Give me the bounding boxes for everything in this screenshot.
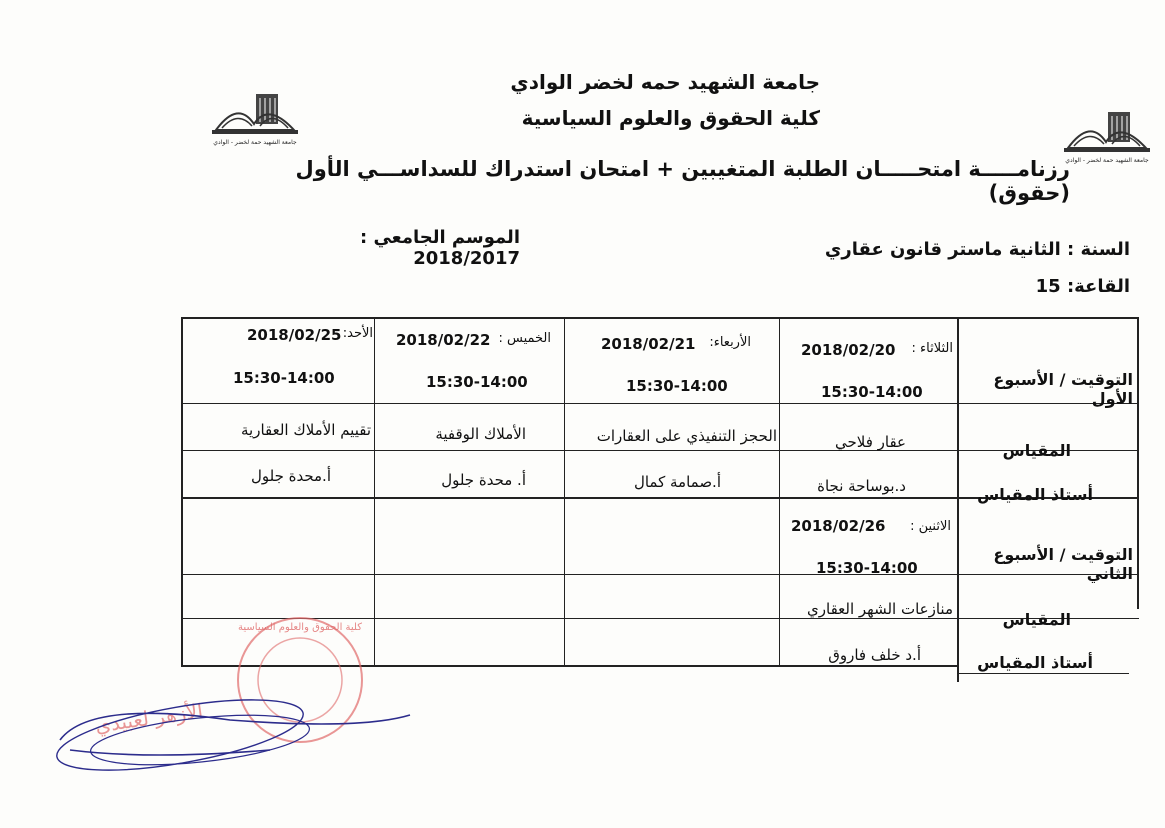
week1-time-wed: 15:30-14:00 <box>626 377 728 395</box>
row-header-teacher: أستاذ المقياس <box>977 485 1093 504</box>
week1-subject-tue: عقار فلاحي <box>834 433 906 451</box>
week1-teacher-wed: أ.صمامة كمال <box>633 473 721 491</box>
week1-date-tue: 2018/02/20 <box>801 341 896 359</box>
exam-room: القاعة: 15 <box>1035 276 1130 297</box>
week2-time-mon: 15:30-14:00 <box>816 559 918 577</box>
svg-text:جامعة الشهيد حمة لخضر - الوادي: جامعة الشهيد حمة لخضر - الوادي <box>1065 157 1149 164</box>
university-logo-right <box>1060 108 1155 178</box>
document-title: رزنامـــــة امتحـــــان الطلبة المتغيبين + امتحان استدراك للسداســـي الأول (حقوق) <box>295 157 1070 205</box>
faculty-name: كلية الحقوق والعلوم السياسية <box>521 106 820 130</box>
week1-time-thu: 15:30-14:00 <box>426 373 528 391</box>
week1-day-thu: الخميس : <box>498 331 551 346</box>
row-header-week2-time: التوقيت / الأسبوع الثاني <box>993 545 1133 583</box>
week2-teacher-mon: أ.د خلف فاروق <box>828 646 921 664</box>
week1-time-tue: 15:30-14:00 <box>821 383 923 401</box>
row-header-subject: المقياس <box>1002 441 1071 460</box>
week1-teacher-tue: د.بوساحة نجاة <box>817 477 906 495</box>
week1-teacher-thu: أ. محدة جلول <box>441 471 526 489</box>
row-header-teacher-week2: أستاذ المقياس <box>977 653 1093 672</box>
study-year: السنة : الثانية ماستر قانون عقاري <box>824 239 1130 260</box>
week1-day-tue: الثلاثاء : <box>911 341 953 356</box>
university-name: جامعة الشهيد حمه لخضر الوادي <box>510 70 820 94</box>
week1-day-sun: الأحد: <box>342 326 373 341</box>
week1-date-sun: 2018/02/25 <box>247 326 342 344</box>
svg-text:الأزهر لعبيدي: الأزهر لعبيدي <box>93 698 205 738</box>
university-logo-left <box>208 90 303 160</box>
svg-text:جامعة الشهيد حمة لخضر - الوادي: جامعة الشهيد حمة لخضر - الوادي <box>213 139 297 146</box>
official-stamp <box>30 610 430 810</box>
week1-day-wed: الأربعاء: <box>709 335 751 350</box>
week1-time-sun: 15:30-14:00 <box>233 369 335 387</box>
week1-date-wed: 2018/02/21 <box>601 335 696 353</box>
week2-date-mon: 2018/02/26 <box>791 517 886 535</box>
week1-subject-wed: الحجز التنفيذي على العقارات <box>596 427 777 445</box>
week1-subject-sun: تقييم الأملاك العقارية <box>241 421 371 439</box>
week2-subject-mon: منازعات الشهر العقاري <box>807 600 953 618</box>
week2-day-mon: الاثنين : <box>910 519 951 534</box>
academic-season: الموسم الجامعي : 2018/2017 <box>359 227 520 269</box>
week1-date-thu: 2018/02/22 <box>396 331 491 349</box>
row-header-subject-week2: المقياس <box>1002 610 1071 629</box>
svg-text:كلية الحقوق والعلوم السياسية: كلية الحقوق والعلوم السياسية <box>238 622 362 633</box>
row-header-week1-time: التوقيت / الأسبوع الأول <box>993 370 1133 408</box>
week1-teacher-sun: أ.محدة جلول <box>250 467 331 485</box>
week1-subject-thu: الأملاك الوقفية <box>435 425 526 443</box>
